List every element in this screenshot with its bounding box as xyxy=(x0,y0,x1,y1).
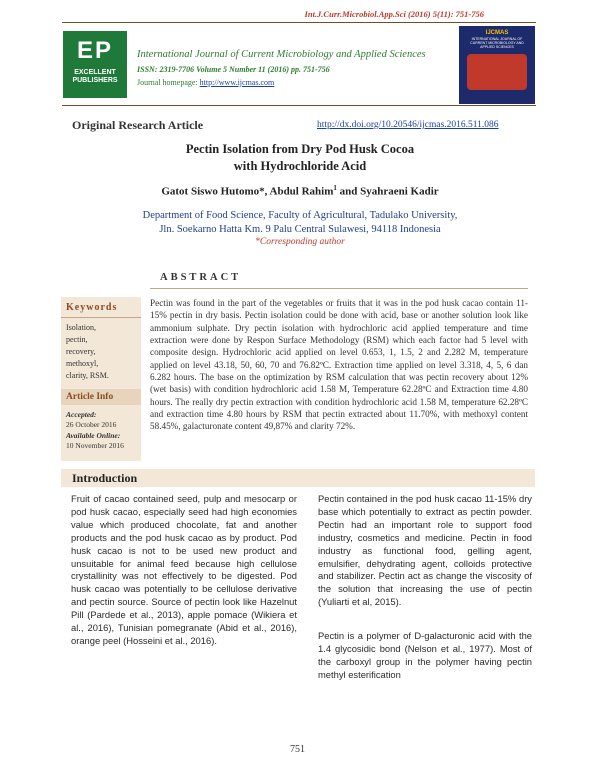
introduction-heading: Introduction xyxy=(72,471,138,485)
article-title xyxy=(0,141,600,175)
homepage-label: Journal homepage: xyxy=(137,78,200,87)
corresponding-author-note: *Corresponding author xyxy=(255,237,345,247)
author-affiliation-marker: 1 xyxy=(333,184,337,192)
article-info-heading: Article Info xyxy=(66,392,114,402)
journal-name: International Journal of Current Microbiology and Applied Sciences xyxy=(137,49,426,60)
cover-artwork xyxy=(467,54,527,90)
keyword-item: recovery, xyxy=(66,347,96,356)
online-date: 10 November 2016 xyxy=(66,441,124,450)
journal-citation: Int.J.Curr.Microbiol.App.Sci (2016) 5(11): 751-756 xyxy=(304,9,484,19)
cover-title: IJCMAS xyxy=(485,30,509,36)
affiliation-line-1: Department of Food Science, Faculty of Agricultural, Tadulako University, xyxy=(142,210,458,221)
affiliation-line-2: Jln. Soekarno Hatta Km. 9 Palu Central Sulawesi, 94118 Indonesia xyxy=(159,224,441,235)
keyword-item: methoxyl, xyxy=(66,359,99,368)
journal-cover-image xyxy=(459,26,535,104)
cover-subtitle: INTERNATIONAL JOURNAL OF CURRENT MICROBIOLOGY AND APPLIED SCIENCES xyxy=(470,37,524,49)
introduction-right-paragraph-1: Pectin contained in the pod husk cacao 11-15% dry base which potentially to extract as pectin powder. Pectin had an important role to support food industry, cosmetics and medicine. Pectin in food industry as functional food, gelling agent, emulsifier, dehydrating agent, colloids protective and stabilizer. Pectin act as change the viscosity of the solution that increasing the use of pectin (Yuliarti et al, 2015). xyxy=(318,493,532,608)
publisher-logo xyxy=(63,31,127,98)
accepted-date: 26 October 2016 xyxy=(66,420,117,429)
online-label: Available Online: xyxy=(66,431,121,440)
affiliation xyxy=(0,209,600,237)
logo-publisher-text: EXCELLENT PUBLISHERS xyxy=(72,69,118,84)
journal-issn: ISSN: 2319-7706 Volume 5 Number 11 (2016) pp. 751-756 xyxy=(137,65,330,74)
abstract-divider xyxy=(150,288,528,289)
abstract-heading: ABSTRACT xyxy=(160,272,242,283)
title-line-1: Pectin Isolation from Dry Pod Husk Cocoa xyxy=(185,142,415,156)
abstract-body: Pectin was found in the part of the vegetables or fruits that it was in the pod husk cacao contain 11-15% pectin in dry basis. Pectin isolation could be done with acid, base or another solution look like ammonium sulphate. Dry pectin isolation with hydrochloric acid applied temperature and time extraction were done by Respon Surface Methodology (RSM) which each factor had 5 level with composite design. Hydrochloric acid applied on level 0.653, 1, 1.5, 2 and 2.282 M, temperature applied on level 43.18, 50, 60, 70 and 76.82ºC. Extraction time applied on level 3.318, 4, 5, 6 dan 6.282 hours. The base on the optimization by RSM calculation that was pectin recovery about 12% (wet basis) with condition hydrochloric acid 1.58 M, Temperature 62.28ºC and Extraction time 4.80 hours. The really dry pectin extraction with condition hydrochloric acid 1.58 M, temperature 62.28ºC and extraction time 4.80 hours by RSM that pectin extracted about 11.70%, with methoxyl content 58.45%, galacturonate content 49,87% and clarity 72%. xyxy=(150,298,528,432)
keyword-item: pectin, xyxy=(66,335,88,344)
keyword-item: clarity, RSM. xyxy=(66,371,109,380)
authors-part-b: and Syahraeni Kadir xyxy=(336,185,439,198)
accepted-label: Accepted: xyxy=(66,410,97,419)
introduction-right-paragraph-2: Pectin is a polymer of D-galacturonic acid with the 1.4 glycosidic bond (Nelson et al., 1977). Most of the carboxyl group in the polymer having pectin methyl esterification xyxy=(318,630,532,680)
author-list xyxy=(0,184,600,198)
introduction-left-column: Fruit of cacao contained seed, pulp and mesocarp or pod husk cacao, especially seed had high economies value which produced chocolate, fat and another products and the pod husk cacao as by product. Pod husk cacao is not to be used new product and unsuitable for animal feed because high cellulose crystallinity was not effectively to be digested. Pod husk cacao was potentially to be cellulose derivative and pectin source. Source of pectin look like Hazelnut Pill (Pardede et al., 2013), apple pomace (Wikiera et al., 2016), Tunisian pomegranate (Abid et al., 2016), orange peel (Hosseini et al., 2016). xyxy=(71,493,297,646)
title-line-2: with Hydrochloride Acid xyxy=(233,159,367,173)
keywords-divider xyxy=(61,317,141,318)
doi-link[interactable]: http://dx.doi.org/10.20546/ijcmas.2016.511.086 xyxy=(317,120,499,130)
article-type: Original Research Article xyxy=(72,118,204,132)
keywords-heading: Keywords xyxy=(66,302,118,313)
authors-part-a: Gatot Siswo Hutomo*, Abdul Rahim xyxy=(161,185,334,198)
keyword-item: Isolation, xyxy=(66,323,96,332)
homepage-link[interactable]: http://www.ijcmas.com xyxy=(199,78,275,87)
page-number: 751 xyxy=(290,744,305,755)
logo-letters: EP xyxy=(76,37,113,64)
journal-homepage xyxy=(137,78,274,87)
